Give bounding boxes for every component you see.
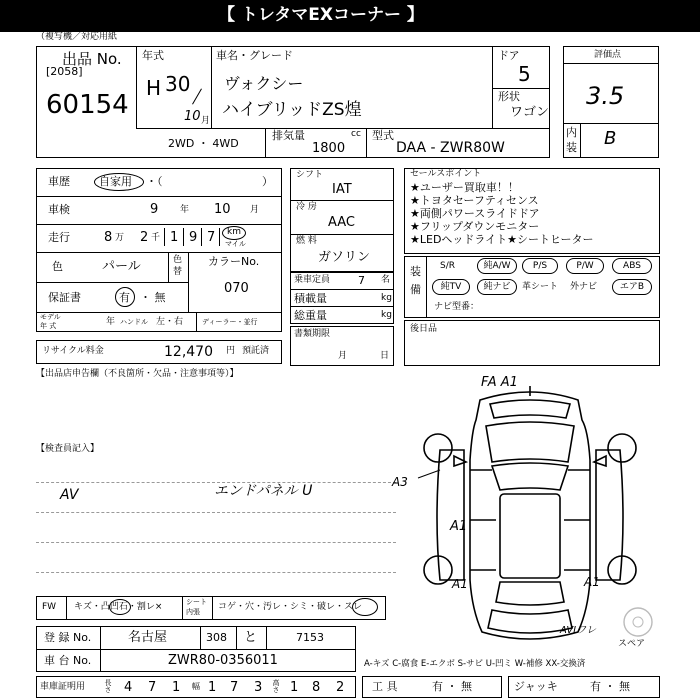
equipment-label-1: 装 xyxy=(410,265,421,278)
interior-value: B xyxy=(604,128,617,149)
doors-label: ドア xyxy=(498,49,520,62)
model-year-handle: ハンドル xyxy=(120,318,148,326)
equip-item: 外ナビ xyxy=(570,282,598,292)
dims-h: 1 xyxy=(290,680,299,695)
equip-item: 純TV xyxy=(432,279,470,295)
mileage-d3: 1 xyxy=(170,230,179,245)
sales-point-item: ★ユーザー買取車！！ xyxy=(410,181,519,194)
fuel-label: 燃 料 xyxy=(296,236,317,246)
diagram-mark-a1-br: A1 xyxy=(584,575,600,589)
doc-period-unit: 月 xyxy=(338,351,348,361)
model-year-label-1: モデル xyxy=(40,313,61,321)
retrofit-block xyxy=(404,320,660,366)
tools-value: 有 ・ 無 xyxy=(432,680,472,693)
aircon-label: 冷 房 xyxy=(296,202,317,212)
floor-options: キズ・凸凹石・割レ× xyxy=(74,602,163,612)
floor-circle xyxy=(109,599,131,615)
inspector-label: 【検査員記入】 xyxy=(36,444,100,454)
shift-value: IAT xyxy=(332,182,352,197)
gross-label: 総重量 xyxy=(294,309,327,322)
model-year-dealer: ディーラー・並行 xyxy=(202,318,258,326)
dims-l: 7 xyxy=(148,680,157,695)
dims-w: 7 xyxy=(230,680,239,695)
sales-point-item: ★両側パワースライドドア xyxy=(410,207,540,220)
inspection-year: 9 xyxy=(150,202,159,217)
year-era: H xyxy=(146,76,162,100)
color-value: パール xyxy=(102,259,141,274)
interior-label-2: 装 xyxy=(566,141,577,154)
equip-item: S/R xyxy=(440,261,455,271)
drive-options: 2WD ・ 4WD xyxy=(168,137,239,150)
color-label: 色 xyxy=(52,260,63,273)
equip-item: P/S xyxy=(522,258,558,274)
registration-kana: と xyxy=(244,630,258,645)
mileage-u2: 千 xyxy=(151,233,161,243)
year-month: 10 xyxy=(184,109,201,124)
doc-period-label: 書類期限 xyxy=(294,329,331,339)
floor-seat-label-2: 内張 xyxy=(186,608,200,616)
retrofit-label: 後日品 xyxy=(410,324,438,334)
shape-label: 形状 xyxy=(498,90,520,103)
type-value: DAA - ZWR80W xyxy=(396,140,505,156)
warranty-circled: 有 xyxy=(119,291,130,304)
dims-w: 1 xyxy=(208,680,217,695)
mileage-unit-km: km xyxy=(227,227,241,237)
aircon-value: AAC xyxy=(328,215,355,230)
sales-point-item: ★LEDヘッドライト★シートヒーター xyxy=(410,233,594,246)
color-change-1: 色 xyxy=(173,255,183,265)
dims-w: 3 xyxy=(254,680,263,695)
diagram-top-note: FA A1 xyxy=(481,375,518,390)
equip-item: 純ナビ xyxy=(477,279,517,295)
history-close: ） xyxy=(262,175,273,188)
registration-city: 名古屋 xyxy=(128,630,168,645)
history-rest: ・（ xyxy=(146,175,163,188)
chassis-label: 車 台 No. xyxy=(44,654,92,667)
color-code-label: カラーNo. xyxy=(208,255,260,268)
score-value: 3.5 xyxy=(586,82,625,110)
capacity-value: 7 xyxy=(358,274,365,287)
lot-old-number: [2058] xyxy=(46,65,83,78)
registration-number: 7153 xyxy=(296,631,324,644)
inspector-note-1: AV xyxy=(60,487,79,503)
warranty-rest: ・ 無 xyxy=(140,291,166,304)
model-grade: ハイブリッドZS煌 xyxy=(222,100,362,120)
registration-class: 308 xyxy=(206,631,227,644)
damage-legend: A-キズ C-腐食 E-エクボ S-サビ U-凹ミ W-補修 XX-交換済 xyxy=(364,659,586,669)
shift-label: シフト xyxy=(296,170,324,180)
model-year-side: 左・右 xyxy=(156,317,184,327)
mileage-d4: 9 xyxy=(189,230,198,245)
dims-l: 1 xyxy=(172,680,181,695)
inspection-label: 車検 xyxy=(48,203,70,216)
inspection-month: 10 xyxy=(214,202,231,217)
notice-label: 【出品店申告欄（不良箇所・欠品・注意事項等）】 xyxy=(36,369,239,379)
diagram-mark-a1-left: A1 xyxy=(450,519,468,534)
load-unit: kg xyxy=(381,293,392,303)
jack-value: 有 ・ 無 xyxy=(590,680,630,693)
nav-model-label: ナビ型番： xyxy=(434,302,480,312)
vehicle-details xyxy=(36,168,282,332)
registration-label: 登 録 No. xyxy=(44,631,92,644)
dims-h: 8 xyxy=(312,680,321,695)
displacement-unit: cc xyxy=(351,129,361,139)
chassis-value: ZWR80-0356011 xyxy=(168,653,278,668)
model-year-unit: 年 xyxy=(106,317,116,327)
doors-value: 5 xyxy=(518,62,531,86)
mileage-u1: 万 xyxy=(115,233,125,243)
capacity-unit: 名 xyxy=(381,275,391,285)
sales-points-label: セールスポイント xyxy=(410,169,482,179)
diagram-side-note: A3 xyxy=(392,475,408,489)
year-label: 年式 xyxy=(142,49,164,62)
lot-label: 出品 No. xyxy=(62,50,122,68)
color-change-2: 替 xyxy=(173,267,183,277)
color-code: 070 xyxy=(224,281,249,296)
inspector-note-2: エンドパネル U xyxy=(214,483,313,499)
displacement-label: 排気量 xyxy=(272,129,305,142)
interior-label-1: 内 xyxy=(566,126,577,139)
jack-label: ジャッキ xyxy=(514,680,558,693)
mileage-unit-mile: マイル xyxy=(225,240,246,248)
copy-note: （複写機／対応用紙 xyxy=(36,32,118,42)
inspection-year-unit: 年 xyxy=(180,205,190,215)
equip-item: ABS xyxy=(612,258,652,274)
year-month-unit: 月 xyxy=(201,116,211,126)
mileage-d5: 7 xyxy=(207,230,216,245)
floor-seat-options: コゲ・穴・汚レ・シミ・破レ・スレ xyxy=(218,602,363,612)
doc-period-unit-2: 日 xyxy=(380,351,390,361)
recycle-label: リサイクル料金 xyxy=(42,346,104,356)
warranty-label: 保証書 xyxy=(48,291,81,304)
equip-item: P/W xyxy=(566,258,604,274)
load-label: 積載量 xyxy=(294,292,327,305)
displacement-value: 1800 xyxy=(312,141,346,156)
lot-number: 60154 xyxy=(46,90,129,120)
floor-seat-label-1: シート xyxy=(186,598,207,606)
car-diagram xyxy=(400,370,670,660)
type-label: 型式 xyxy=(372,129,394,142)
sales-point-item: ★フリップダウンモニター xyxy=(410,220,540,233)
recycle-note: 預託済 xyxy=(242,346,270,356)
dims-w-label: 幅 xyxy=(192,682,200,691)
mileage-d1: 8 xyxy=(104,230,113,245)
shape-value: ワゴン xyxy=(510,105,550,120)
history-label: 車歴 xyxy=(48,175,70,188)
year-value: 30 xyxy=(165,72,191,96)
fuel-value: ガソリン xyxy=(318,250,371,265)
dims-l: 4 xyxy=(124,680,133,695)
score-label: 評価点 xyxy=(594,50,622,60)
inspection-month-unit: 月 xyxy=(250,205,260,215)
tools-label: 工 具 xyxy=(372,680,398,693)
model-label: 車名・グレード xyxy=(216,49,293,62)
model-name: ヴォクシー xyxy=(224,74,304,93)
model-year-label-2: 年 式 xyxy=(40,322,57,330)
recycle-value: 12,470 xyxy=(164,344,213,360)
equip-item: 革シート xyxy=(522,282,559,292)
floor-label: FW xyxy=(42,602,57,612)
mileage-label: 走行 xyxy=(48,231,70,244)
equip-item: 純A/W xyxy=(477,258,517,274)
recycle-unit: 円 xyxy=(226,346,236,356)
diagram-bottom-note: AVIワレ xyxy=(560,625,597,636)
gross-unit: kg xyxy=(381,310,392,320)
dims-h: 2 xyxy=(336,680,345,695)
equip-item: エアB xyxy=(612,279,652,295)
sales-point-item: ★トヨタセーフティセンス xyxy=(410,194,539,207)
diagram-mark-a1-bl: A1 xyxy=(452,577,468,591)
mileage-d2: 2 xyxy=(140,230,149,245)
dims-l-label: 長さ xyxy=(104,679,112,693)
diagram-spare-label: スペア xyxy=(618,639,646,649)
equipment-label-2: 備 xyxy=(410,283,421,296)
capacity-label: 乗車定員 xyxy=(294,275,331,285)
header-title: 【 トレタマEXコーナー 】 xyxy=(218,5,424,25)
history-circled: 自家用 xyxy=(99,175,132,188)
dims-label: 車庫証明用 xyxy=(40,682,86,692)
floor-seat-circle xyxy=(352,598,378,616)
dims-h-label: 高さ xyxy=(272,679,280,693)
